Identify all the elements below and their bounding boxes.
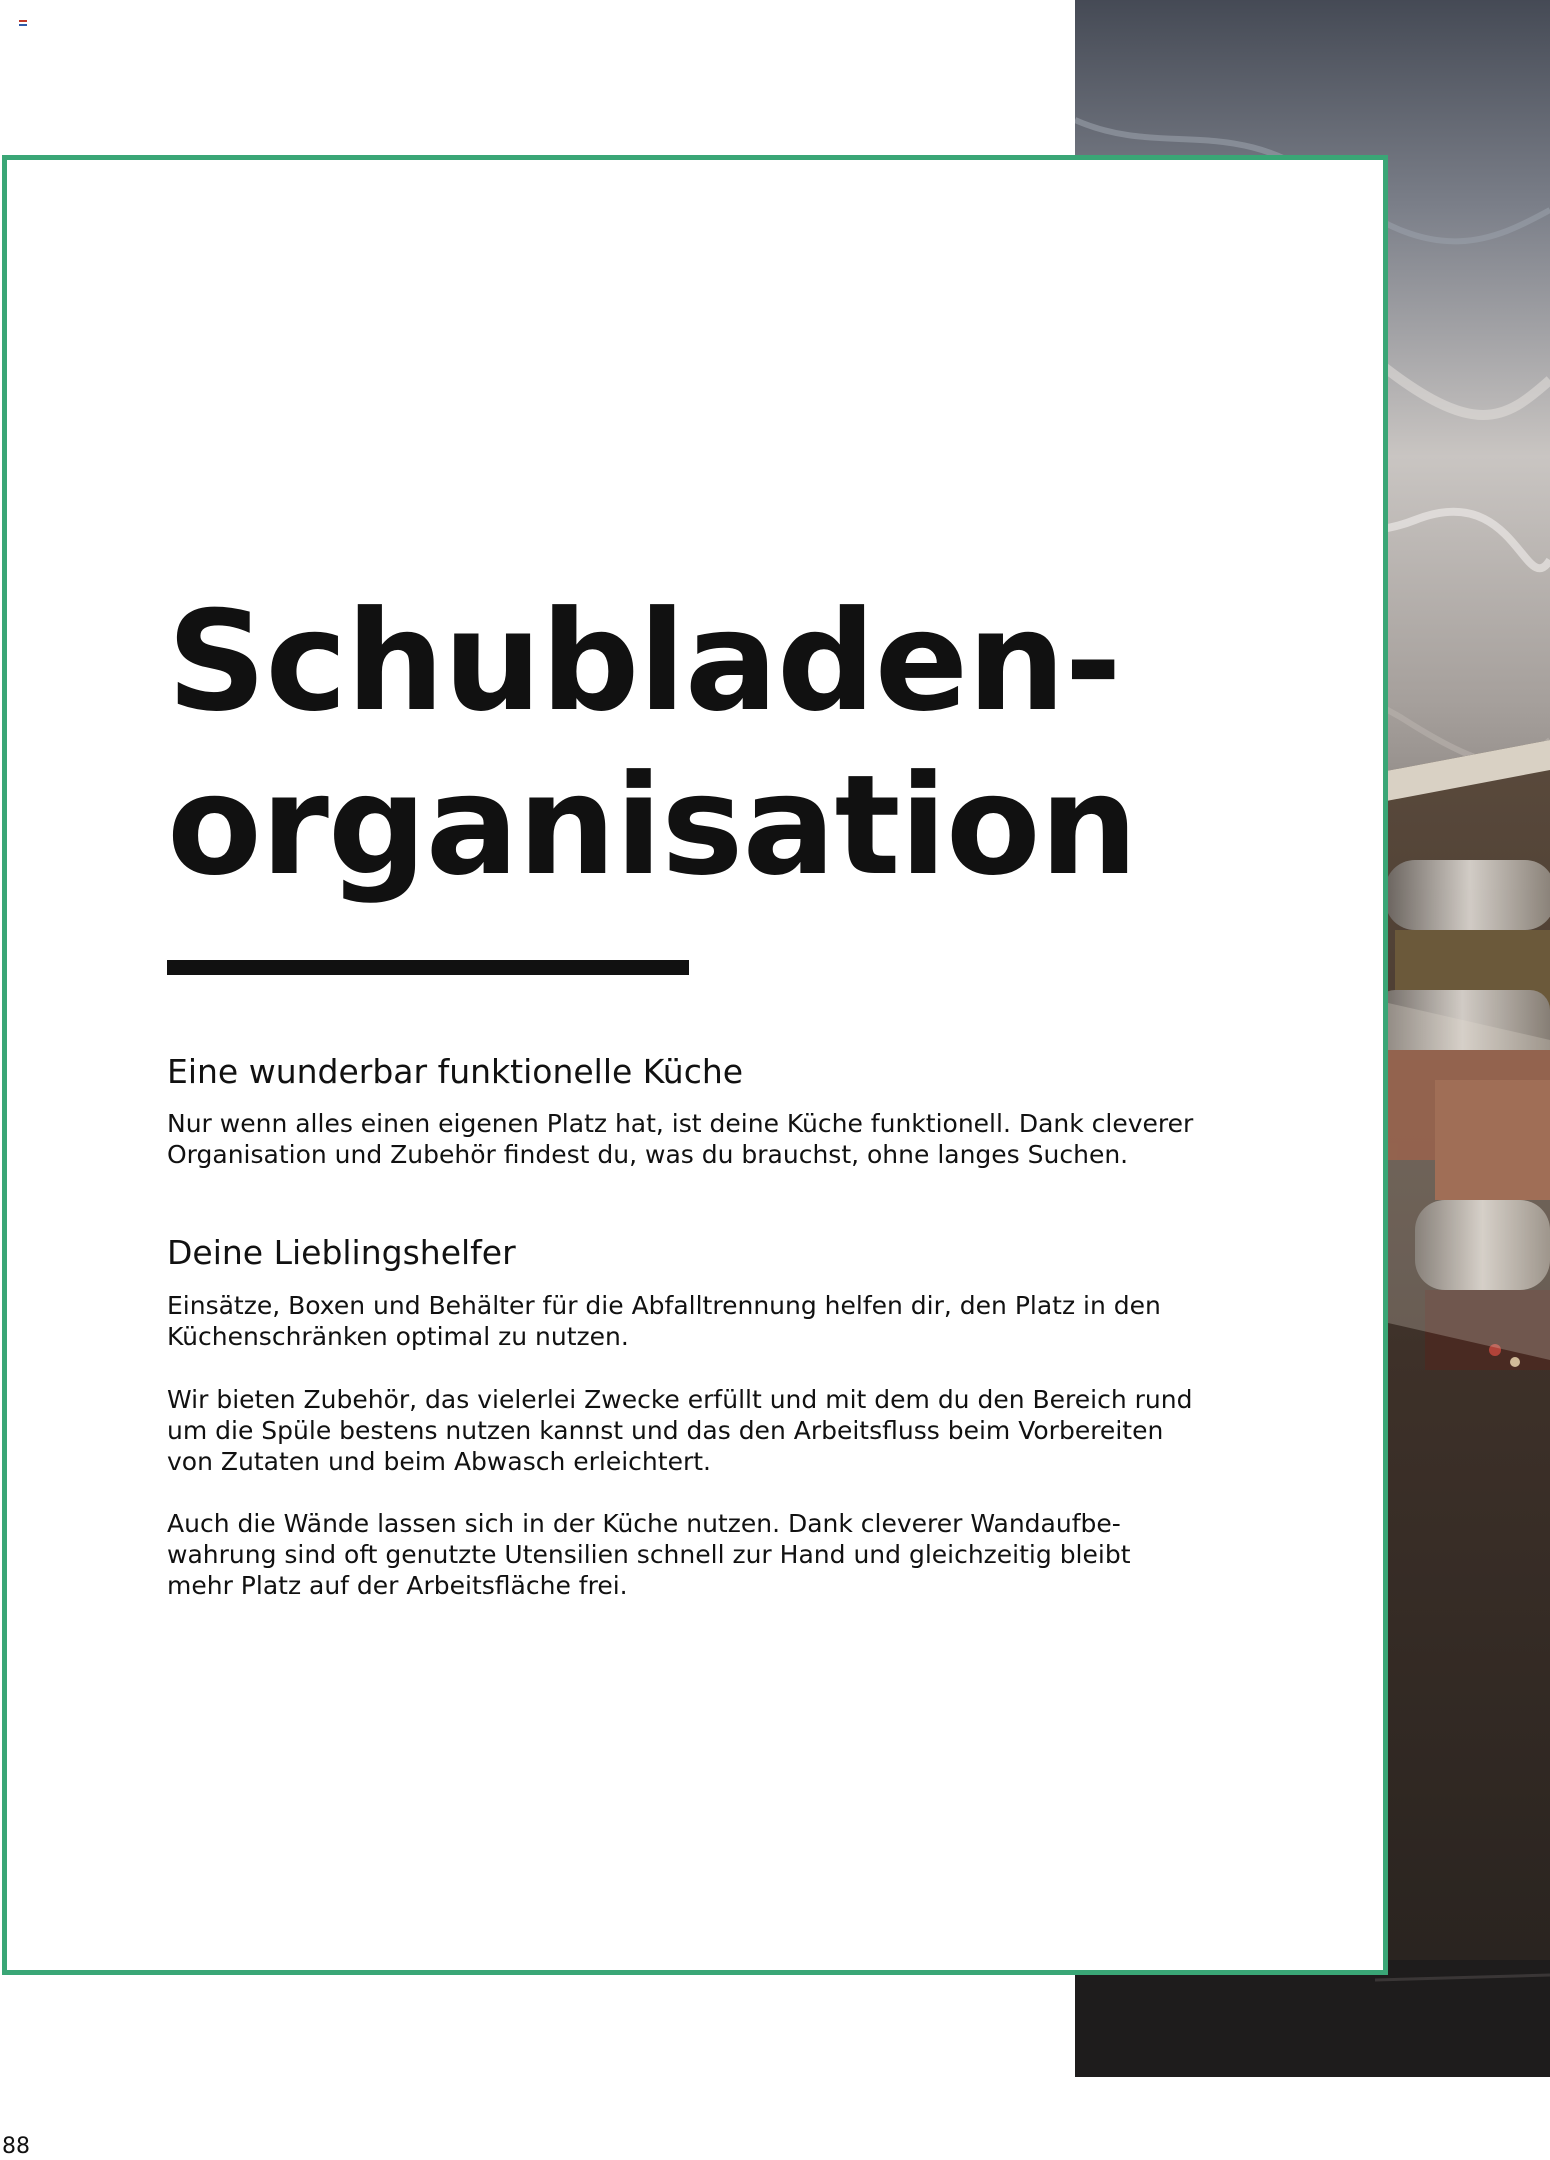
paragraph-accessories <box>167 1384 1227 1477</box>
text-line: Küchenschränken optimal zu nutzen. <box>167 1322 629 1351</box>
content-frame <box>2 155 1388 1975</box>
text-line: Auch die Wände lassen sich in der Küche nutzen. Dank cleverer Wandaufbe- <box>167 1509 1121 1538</box>
title-line-2: organisation <box>167 745 1137 906</box>
text-line: Organisation und Zubehör findest du, was du brauchst, ohne langes Suchen. <box>167 1140 1129 1169</box>
paragraph-inserts <box>167 1290 1227 1352</box>
text-line: Wir bieten Zubehör, das vielerlei Zwecke erfüllt und mit dem du den Bereich rund <box>167 1385 1193 1414</box>
text-line: von Zutaten und beim Abwasch erleichtert. <box>167 1447 711 1476</box>
paragraph-kitchen <box>167 1108 1227 1170</box>
title-divider <box>167 960 689 975</box>
text-line: um die Spüle bestens nutzen kannst und das den Arbeitsfluss beim Vorbereiten <box>167 1416 1164 1445</box>
section-heading-kitchen: Eine wunderbar funktionelle Küche <box>167 1052 744 1091</box>
page-title <box>167 580 1137 908</box>
paragraph-walls <box>167 1508 1227 1601</box>
text-line: mehr Platz auf der Arbeitsfläche frei. <box>167 1571 628 1600</box>
page-number: 88 <box>2 2134 30 2159</box>
text-line: wahrung sind oft genutzte Utensilien schnell zur Hand und gleichzeitig bleibt <box>167 1540 1131 1569</box>
text-line: Einsätze, Boxen und Behälter für die Abfalltrennung helfen dir, den Platz in den <box>167 1291 1161 1320</box>
section-heading-helpers: Deine Lieblingshelfer <box>167 1233 516 1272</box>
title-line-1: Schubladen- <box>167 581 1121 742</box>
text-line: Nur wenn alles einen eigenen Platz hat, ist deine Küche funktionell. Dank cleverer <box>167 1109 1194 1138</box>
flag-icon <box>19 20 27 26</box>
